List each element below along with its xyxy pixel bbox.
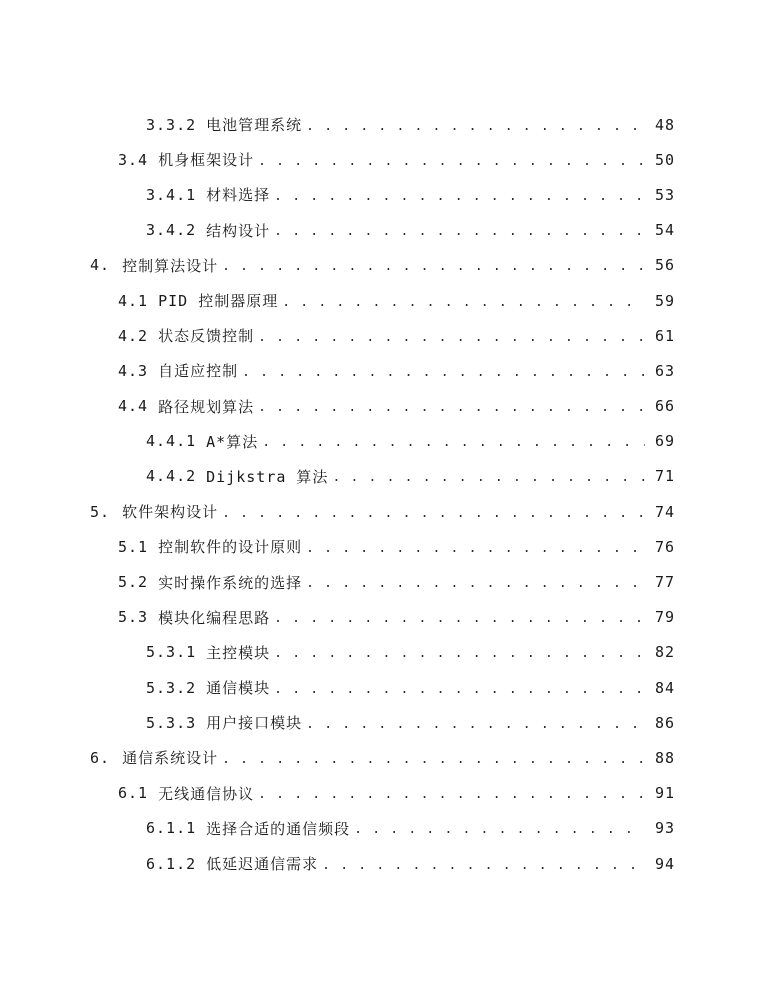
toc-entry-number: 6.1.2 <box>146 854 197 873</box>
toc-dot-leader <box>274 643 645 661</box>
toc-entry-title: 状态反馈控制 <box>158 327 255 346</box>
toc-entry-title: 用户接口模块 <box>206 714 303 733</box>
toc-entry[interactable] <box>0 846 765 881</box>
toc-entry-number: 5.2 <box>118 573 149 592</box>
toc-entry-page-number: 82 <box>654 643 675 662</box>
toc-entry-page-number: 54 <box>654 221 675 240</box>
toc-entry-number: 5.3.3 <box>146 713 197 732</box>
toc-entry-title: A*算法 <box>206 432 259 451</box>
toc-entry-title: Dijkstra 算法 <box>206 467 329 486</box>
toc-entry[interactable] <box>0 776 765 811</box>
toc-entry-page-number: 63 <box>654 361 675 380</box>
toc-entry-number: 4.3 <box>118 361 149 380</box>
toc-entry-number: 6.1.1 <box>146 819 197 838</box>
toc-dot-leader <box>274 221 645 239</box>
toc-entry-page-number: 56 <box>654 256 675 275</box>
toc-entry-title: 软件架构设计 <box>122 503 219 522</box>
toc-entry-title: 路径规划算法 <box>158 397 255 416</box>
toc-entry[interactable] <box>0 283 765 318</box>
toc-entry[interactable] <box>0 529 765 564</box>
toc-dot-leader <box>274 608 645 626</box>
toc-entry-page-number: 66 <box>654 397 675 416</box>
toc-entry[interactable] <box>0 705 765 740</box>
toc-dot-leader <box>258 397 645 415</box>
toc-entry-page-number: 69 <box>654 432 675 451</box>
toc-entry[interactable] <box>0 424 765 459</box>
toc-entry-number: 3.4.2 <box>146 221 197 240</box>
toc-entry[interactable] <box>0 389 765 424</box>
toc-entry-page-number: 53 <box>654 185 675 204</box>
toc-entry-number: 4.2 <box>118 326 149 345</box>
toc-entry-number: 3.4.1 <box>146 185 197 204</box>
toc-dot-leader <box>274 186 645 204</box>
toc-dot-leader <box>222 256 651 274</box>
toc-entry[interactable] <box>0 459 765 494</box>
toc-dot-leader <box>306 573 645 591</box>
toc-entry-title: 选择合适的通信频段 <box>206 819 351 838</box>
toc-entry-title: 机身框架设计 <box>158 151 255 170</box>
toc-entry-number: 5.1 <box>118 537 149 556</box>
toc-entry-number: 4.4.2 <box>146 467 197 486</box>
toc-entry-number: 3.4 <box>118 150 149 169</box>
toc-entry-title: 自适应控制 <box>158 362 239 381</box>
toc-entry-page-number: 61 <box>654 326 675 345</box>
toc-entry-number: 6. <box>90 748 111 767</box>
toc-entry[interactable] <box>0 248 765 283</box>
toc-entry-title: 控制算法设计 <box>122 256 219 275</box>
toc-entry-title: 模块化编程思路 <box>158 608 271 627</box>
toc-entry[interactable] <box>0 600 765 635</box>
toc-entry-page-number: 79 <box>654 608 675 627</box>
toc-dot-leader <box>306 714 645 732</box>
toc-dot-leader <box>222 749 651 767</box>
toc-entry[interactable] <box>0 142 765 177</box>
toc-entry-page-number: 71 <box>654 467 675 486</box>
toc-entry-title: 控制软件的设计原则 <box>158 538 303 557</box>
toc-dot-leader <box>258 327 645 345</box>
toc-entry-title: 实时操作系统的选择 <box>158 573 303 592</box>
toc-entry-title: 无线通信协议 <box>158 784 255 803</box>
toc-entry-title: 主控模块 <box>206 643 271 662</box>
toc-entry-title: 结构设计 <box>206 221 271 240</box>
toc-entry[interactable] <box>0 494 765 529</box>
toc-entry[interactable] <box>0 670 765 705</box>
toc-dot-leader <box>258 151 645 169</box>
toc-entry-number: 5.3.2 <box>146 678 197 697</box>
toc-entry-title: PID 控制器原理 <box>158 292 279 311</box>
toc-dot-leader <box>258 784 645 802</box>
toc-entry-number: 4.4 <box>118 397 149 416</box>
toc-entry-number: 3.3.2 <box>146 115 197 134</box>
toc-dot-leader <box>306 538 645 556</box>
toc-entry-number: 5.3.1 <box>146 643 197 662</box>
toc-entry-title: 电池管理系统 <box>206 116 303 135</box>
toc-entry[interactable] <box>0 353 765 388</box>
toc-entry-page-number: 50 <box>654 150 675 169</box>
toc-entry-page-number: 88 <box>654 748 675 767</box>
toc-dot-leader <box>274 679 645 697</box>
toc-entry-number: 5. <box>90 502 111 521</box>
toc-entry-page-number: 93 <box>654 819 675 838</box>
toc-dot-leader <box>242 362 645 380</box>
toc-entry-number: 5.3 <box>118 608 149 627</box>
toc-dot-leader <box>332 467 645 485</box>
toc-entry-page-number: 76 <box>654 537 675 556</box>
toc-entry[interactable] <box>0 740 765 775</box>
toc-entry-page-number: 86 <box>654 713 675 732</box>
toc-entry-title: 通信系统设计 <box>122 749 219 768</box>
toc-entry-title: 低延迟通信需求 <box>206 855 319 874</box>
toc-entry-number: 4.1 <box>118 291 149 310</box>
toc-entry-page-number: 91 <box>654 784 675 803</box>
toc-entry-number: 4.4.1 <box>146 432 197 451</box>
toc-dot-leader <box>262 432 645 450</box>
toc-entry[interactable] <box>0 107 765 142</box>
toc-entry[interactable] <box>0 635 765 670</box>
table-of-contents <box>0 107 765 881</box>
toc-entry[interactable] <box>0 177 765 212</box>
toc-dot-leader <box>222 503 651 521</box>
toc-entry[interactable] <box>0 811 765 846</box>
toc-entry-number: 4. <box>90 256 111 275</box>
toc-entry-page-number: 74 <box>654 502 675 521</box>
toc-dot-leader <box>306 116 645 134</box>
toc-dot-leader <box>282 292 645 310</box>
toc-entry[interactable] <box>0 213 765 248</box>
toc-entry-page-number: 94 <box>654 854 675 873</box>
toc-entry-title: 通信模块 <box>206 679 271 698</box>
toc-entry-page-number: 59 <box>654 291 675 310</box>
toc-entry-page-number: 48 <box>654 115 675 134</box>
toc-entry-title: 材料选择 <box>206 186 271 205</box>
toc-entry[interactable] <box>0 318 765 353</box>
toc-entry-page-number: 77 <box>654 573 675 592</box>
toc-dot-leader <box>322 855 645 873</box>
toc-dot-leader <box>354 819 645 837</box>
toc-entry-number: 6.1 <box>118 784 149 803</box>
toc-entry-page-number: 84 <box>654 678 675 697</box>
toc-entry[interactable] <box>0 564 765 599</box>
